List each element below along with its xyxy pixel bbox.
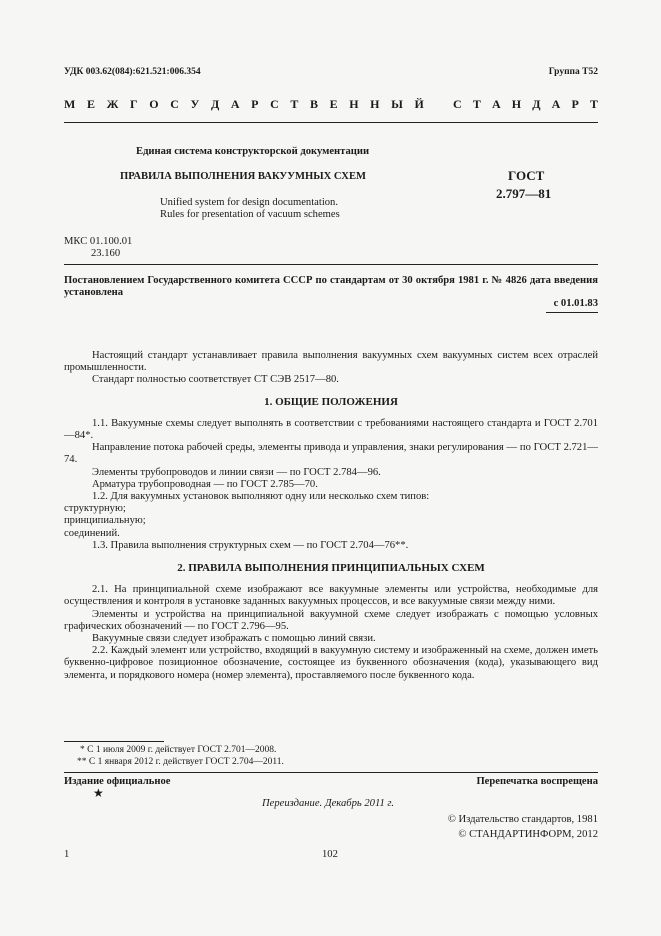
interstate-letter: В <box>309 97 318 111</box>
interstate-letter: Ы <box>391 97 403 111</box>
copyright-standartinform: © СТАНДАРТИНФОРМ, 2012 <box>458 829 598 840</box>
reissue-note: Переиздание. Декабрь 2011 г. <box>262 798 395 809</box>
interstate-letter: Й <box>414 97 424 111</box>
interstate-letter: Р <box>251 97 259 111</box>
footer-rule <box>64 772 598 773</box>
interstate-letter: С <box>170 97 179 111</box>
footnote-rule <box>64 741 164 742</box>
body-text <box>64 350 598 682</box>
document-title: ПРАВИЛА ВЫПОЛНЕНИЯ ВАКУУМНЫХ СХЕМ <box>120 171 367 182</box>
english-title-line1: Unified system for design documentation. <box>160 197 338 208</box>
title-rule <box>64 264 598 265</box>
s1-paragraph-4: Арматура трубопроводная — по ГОСТ 2.785—70. <box>92 478 318 490</box>
standard-letter: Р <box>571 97 579 111</box>
reprint-prohibited: Перепечатка воспрещена <box>476 776 598 787</box>
s2-paragraph-1: 2.1. На принципиальной схеме изображают все вакуумные элементы или устройства, необходимые для осуществления и контроля в установке заданных вакуумных процессов, и все вакуумные связи между ними. <box>64 584 598 608</box>
s1-paragraph-2: Направление потока рабочей среды, элементы привода и управления, знаки регулирования — по ГОСТ 2.721—74. <box>64 442 598 466</box>
interstate-letter: С <box>270 97 279 111</box>
page-number-center: 102 <box>322 849 338 860</box>
interstate-letter: У <box>190 97 200 111</box>
standard-letter: С <box>453 97 462 111</box>
intro-paragraph-2: Стандарт полностью соответствует СТ СЭВ 2517—80. <box>92 374 339 386</box>
standard-letter: Т <box>589 97 598 111</box>
footnote-2: ** С 1 января 2012 г. действует ГОСТ 2.704—2011. <box>77 757 284 767</box>
system-name: Единая система конструкторской документации <box>136 146 370 157</box>
header-rule <box>64 122 598 123</box>
s2-paragraph-2: Элементы и устройства на принципиальной вакуумной схеме следует изображать с помощью условных графических обозначений — по ГОСТ 2.796—95. <box>64 608 598 632</box>
decree-text: Постановлением Государственного комитета СССР по стандартам от 30 октября 1981 г. № 4826 дата введения установлена <box>64 275 598 299</box>
english-title-line2: Rules for presentation of vacuum schemes <box>160 209 340 220</box>
group-code: Группа Т52 <box>548 67 598 77</box>
star-icon: ★ <box>93 786 104 800</box>
interstate-letter: Е <box>329 97 338 111</box>
mks-code-second: 23.160 <box>91 248 121 259</box>
standard-letter: Т <box>472 97 481 111</box>
section1-heading: 1. ОБЩИЕ ПОЛОЖЕНИЯ <box>264 395 398 408</box>
interstate-letter: Н <box>370 97 380 111</box>
interstate-standard-banner <box>64 97 598 112</box>
s1-paragraph-5: 1.2. Для вакуумных установок выполняют одну или несколько схем типов: <box>92 491 430 503</box>
footnote-1: * С 1 июля 2009 г. действует ГОСТ 2.701—2008. <box>80 745 277 755</box>
s1-paragraph-6: структурную; <box>64 503 126 515</box>
standard-letter: А <box>491 97 501 111</box>
standard-letter: А <box>551 97 561 111</box>
standard-word <box>453 97 598 112</box>
udk-code: УДК 003.62(084):621.521:006.354 <box>64 67 201 77</box>
s1-paragraph-8: соединений. <box>64 527 120 539</box>
s2-paragraph-3: Вакуумные связи следует изображать с помощью линий связи. <box>92 633 376 645</box>
mks-code: МКС 01.100.01 <box>64 236 133 247</box>
s1-paragraph-7: принципиальную; <box>64 515 146 527</box>
page-number-left: 1 <box>64 849 70 860</box>
interstate-letter: Ж <box>106 97 119 111</box>
interstate-letter: М <box>64 97 76 111</box>
section2-heading: 2. ПРАВИЛА ВЫПОЛНЕНИЯ ПРИНЦИПИАЛЬНЫХ СХЕМ <box>177 562 485 575</box>
intro-paragraph-1: Настоящий стандарт устанавливает правила выполнения вакуумных схем вакуумных систем всех отраслей промышленности. <box>64 350 598 374</box>
official-edition: Издание официальное <box>64 776 171 787</box>
standard-letter: Н <box>511 97 522 111</box>
standard-letter: Д <box>532 97 541 111</box>
copyright-publisher: © Издательство стандартов, 1981 <box>447 814 598 825</box>
interstate-letter: Т <box>290 97 299 111</box>
interstate-letter: Е <box>86 97 95 111</box>
gost-number: 2.797—81 <box>496 186 552 201</box>
interstate-letter: О <box>149 97 159 111</box>
date-underline <box>546 312 598 313</box>
interstate-letter: Г <box>130 97 138 111</box>
decree-date: с 01.01.83 <box>553 298 598 309</box>
interstate-letter: Н <box>349 97 359 111</box>
interstate-word <box>64 97 424 112</box>
interstate-letter: Д <box>210 97 220 111</box>
s1-paragraph-1: 1.1. Вакуумные схемы следует выполнять в соответствии с требованиями настоящего стандарта и ГОСТ 2.701—84*. <box>64 417 598 442</box>
s1-paragraph-9: 1.3. Правила выполнения структурных схем — по ГОСТ 2.704—76**. <box>92 539 409 551</box>
s1-paragraph-3: Элементы трубопроводов и линии связи — по ГОСТ 2.784—96. <box>92 466 381 478</box>
s2-paragraph-4: 2.2. Каждый элемент или устройство, входящий в вакуумную систему и изображенный на схеме, должен иметь буквенно-цифровое позиционное обозначение, состоящее из буквенного обозначения (кода), указывающего вид элемента, и порядкового номера (номер элемента), проставляемого после буквенного кода. <box>64 645 598 681</box>
interstate-letter: А <box>230 97 240 111</box>
gost-label: ГОСТ <box>508 168 545 183</box>
